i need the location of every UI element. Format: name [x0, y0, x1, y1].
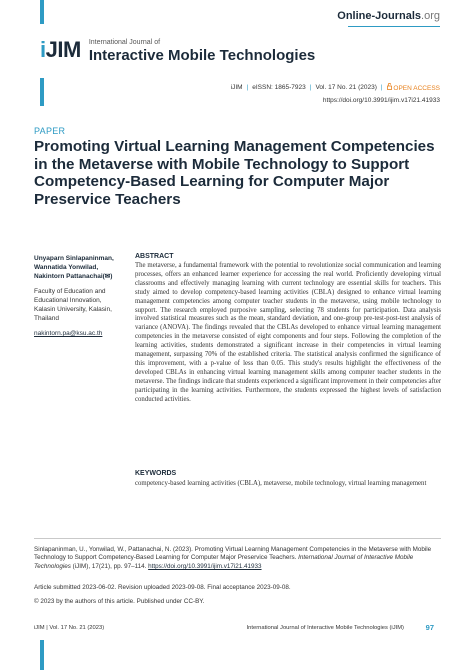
- doi-link[interactable]: https://doi.org/10.3991/ijim.v17i21.41933: [322, 97, 440, 104]
- keywords-heading: KEYWORDS: [135, 470, 177, 477]
- author-affiliation: Faculty of Education and Educational Innovation, Kalasin University, Kalasin, Thailand: [34, 288, 112, 322]
- author-info: [34, 254, 120, 338]
- brand-tld: .org: [421, 10, 440, 22]
- abstract-heading: ABSTRACT: [135, 253, 174, 260]
- brand-name: Online-Journals: [337, 10, 422, 22]
- author-names: Unyaparn Sinlapaninman, Wannatida Yonwilad, Nakintorn Pattanachai(✉): [34, 255, 114, 280]
- abstract-section: [135, 253, 441, 405]
- keywords-text: competency-based learning activities (CBLA), metaverse, mobile technology, virtual learning management: [135, 480, 427, 487]
- brand-underline: [348, 26, 440, 27]
- logo-mark: iJIM: [40, 37, 81, 62]
- footer-journal-name: International Journal of Interactive Mobile Technologies (iJIM): [246, 625, 404, 631]
- accent-bar-mid: [40, 78, 44, 106]
- citation-details: (iJIM), 17(21), pp. 97–114.: [72, 562, 147, 570]
- accent-bar-bottom: [40, 640, 44, 670]
- logo-title: Interactive Mobile Technologies: [88, 47, 316, 64]
- open-access-badge[interactable]: [387, 83, 440, 92]
- article-history: Article submitted 2023-06-02. Revision uploaded 2023-09-08. Final acceptance 2023-09-08.: [34, 584, 291, 591]
- author-email[interactable]: nakintorn.pa@ksu.ac.th: [34, 330, 103, 337]
- keywords-section: [135, 470, 441, 488]
- citation-link[interactable]: https://doi.org/10.3991/ijim.v17i21.41933: [148, 562, 262, 570]
- meta-volume: Vol. 17 No. 21 (2023): [315, 84, 377, 91]
- accent-bar-top: [40, 0, 44, 24]
- article-title: Promoting Virtual Learning Management Competencies in the Metaverse with Mobile Technology to Support Competency-Based Learning for Computer Major Preservice Teachers: [34, 138, 435, 208]
- journal-meta: [231, 83, 440, 92]
- meta-separator: |: [309, 84, 312, 91]
- copyright-notice: © 2023 by the authors of this article. Published under CC-BY.: [34, 598, 205, 605]
- logo-text: [89, 38, 315, 65]
- meta-separator: |: [246, 84, 249, 91]
- open-access-label: OPEN ACCESS: [393, 85, 440, 92]
- publisher-brand[interactable]: [337, 10, 440, 22]
- divider: [34, 538, 441, 539]
- citation-prefix: Sinlapaninman, U., Yonwilad, W., Pattanachai, N. (2023). Promoting Virtual Learning Management Competencies in the Metaverse with Mobile Technology to Support Competency-Based Learning for Computer Major Preservice Teachers.: [34, 546, 432, 562]
- citation-journal: International Journal of Interactive Mobile Technologies: [34, 554, 414, 570]
- citation-block: [34, 546, 441, 571]
- logo-subtitle: International Journal of: [88, 39, 161, 46]
- open-lock-icon: [387, 83, 392, 90]
- page-number: 97: [425, 623, 434, 632]
- meta-separator: |: [380, 84, 383, 91]
- meta-eissn: eISSN: 1865-7923: [252, 84, 306, 91]
- abstract-text: The metaverse, a fundamental framework with the potential to revolutionize social communication and learning processes, offers an enhanced learner experience for accessing the real world. Proficiently developing virtual classrooms and effectively managing learning with current technology are essential skills for teachers. This study aimed to develop competency-based learning activities (CBLA) designed to enhance virtual learning management competencies among computer teacher students in the metaverse, using mobile technology to support. The research employed purposive sampling, selecting 78 students for participation. Data analysis involved statistical measures such as the mean, standard deviation, and one-group pre-test-post-test analysis of variance (ANOVA). The findings revealed that the CBLAs developed to enhance virtual learning management competencies in the metaverse consisted of eight components and four steps. Following the completion of the learning activities, students demonstrated a significant increase in their competencies in virtual learning management, surpassing 70% of the established criteria. The statistical analysis confirmed the significance of this improvement, with a p-value of less than 0.05. This study's results highlight the effectiveness of the developed CBLAs in enhancing virtual learning management skills among computer teacher students in the metaverse. The findings indicate that students experienced a significant improvement in their competencies after participating in the learning activities. Furthermore, the students expressed the highest levels of satisfaction conducted activities.: [135, 262, 442, 403]
- journal-logo: [40, 38, 315, 65]
- meta-journal: iJIM: [230, 84, 243, 91]
- article-type: PAPER: [34, 126, 66, 136]
- footer-journal-issue: iJIM | Vol. 17 No. 21 (2023): [34, 625, 105, 631]
